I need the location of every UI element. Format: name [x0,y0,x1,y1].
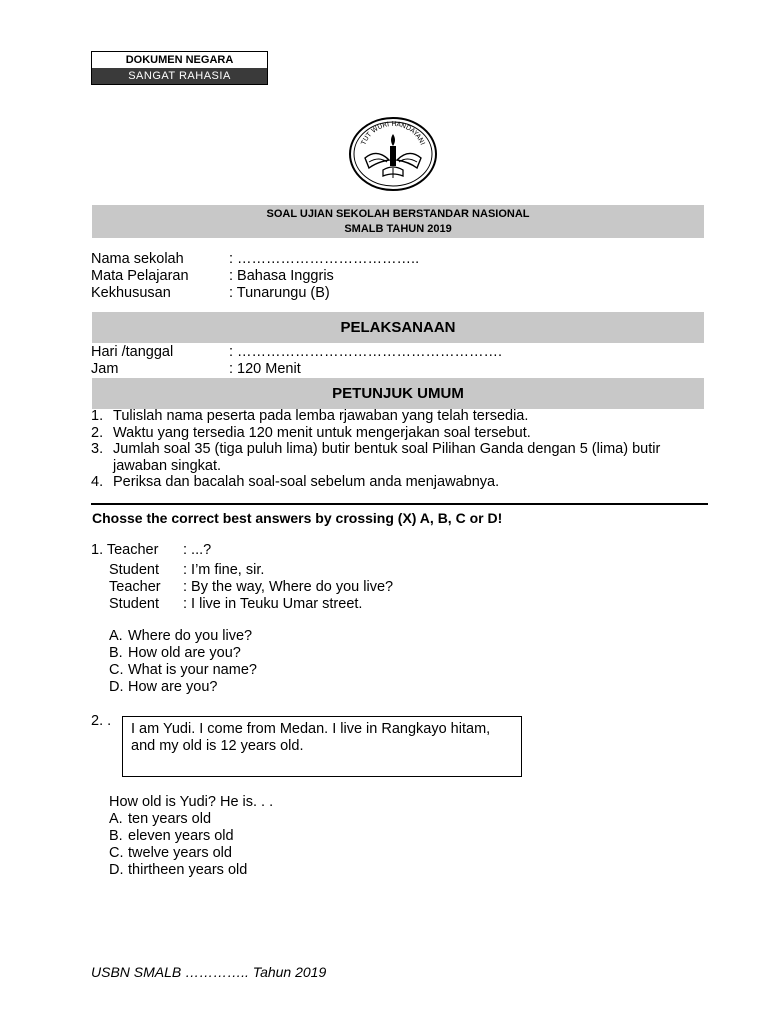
dialogue-text: : I’m fine, sir. [183,562,265,578]
instruction-text: Chosse the correct best answers by crossing (X) A, B, C or D! [92,510,503,526]
answer-option[interactable] [109,628,257,645]
option-text: How old are you? [128,645,241,661]
list-item [91,474,707,491]
subject-label: Mata Pelajaran [91,268,189,284]
list-item-text: Periksa dan bacalah soal-soal sebelum anda menjawabnya. [113,474,500,490]
classification-box [91,51,268,85]
dialogue-line [109,562,393,579]
option-letter: D. [109,679,124,695]
answer-option[interactable] [109,662,257,679]
exam-title-band [92,205,704,238]
time-row [91,361,301,378]
answer-option[interactable] [109,679,257,696]
school-name-label: Nama sekolah [91,251,184,267]
answer-option[interactable] [109,645,257,662]
time-value: : 120 Menit [229,361,301,377]
option-letter: D. [109,862,124,878]
dialogue-speaker: Student [109,562,159,578]
option-letter: C. [109,845,124,861]
question-1-number: 1. Teacher [91,542,159,558]
specialty-label: Kekhususan [91,285,171,301]
list-item-number: 4. [91,474,104,490]
section-divider [91,503,708,505]
subject-value: : Bahasa Inggris [229,268,334,284]
specialty-value: : Tunarungu (B) [229,285,330,301]
list-item-number: 3. [91,441,104,457]
option-letter: A. [109,628,123,644]
question-1-first-text: : ...? [183,542,212,558]
school-name-value: : ……………………………….. [229,251,420,267]
list-item [91,425,707,442]
answer-option[interactable] [109,828,247,845]
answer-option[interactable] [109,811,247,828]
tut-wuri-handayani-logo-icon [347,112,439,192]
option-letter: B. [109,645,123,661]
option-text: twelve years old [128,845,232,861]
classification-line-1: DOKUMEN NEGARA [125,54,234,66]
option-letter: B. [109,828,123,844]
question-2-passage-box [122,716,522,777]
question-1-first-line [91,542,211,559]
list-item-text: Waktu yang tersedia 120 menit untuk mengerjakan soal tersebut. [113,424,531,441]
option-letter: A. [109,811,123,827]
list-item [91,441,707,474]
subject-row [91,268,334,285]
question-2-passage: I am Yudi. I come from Medan. I live in Rangkayo hitam, and my old is 12 years old. [131,721,491,754]
list-item-number: 1. [91,408,104,424]
date-label: Hari /tanggal [91,344,174,360]
option-letter: C. [109,662,124,678]
option-text: How are you? [128,679,218,695]
logo-motto: TUT WURI HANDAYANI [359,119,427,147]
dialogue-line [109,579,393,596]
time-label: Jam [91,361,119,377]
option-text: ten years old [128,811,212,827]
dialogue-speaker: Teacher [109,579,161,595]
dialogue-text: : I live in Teuku Umar street. [183,596,363,612]
date-row [91,344,502,361]
answer-option[interactable] [109,845,247,862]
question-1-options [109,628,257,696]
petunjuk-list [91,408,707,491]
dialogue-line [109,596,393,613]
list-item-number: 2. [91,424,104,441]
question-2-prompt: How old is Yudi? He is. . . [109,794,274,810]
classification-line-2: SANGAT RAHASIA [92,68,267,84]
answer-option[interactable] [109,862,247,879]
list-item-text: Tulislah nama peserta pada lemba rjawaban yang telah tersedia. [113,408,529,424]
option-text: eleven years old [128,828,234,844]
list-item [91,408,707,425]
page-footer: USBN SMALB ………….. Tahun 2019 [91,964,327,980]
dialogue-text: : By the way, Where do you live? [183,579,394,595]
specialty-row [91,285,330,302]
question-2-options [109,811,247,879]
school-name-row [91,251,419,268]
question-2-number: 2. . [91,713,112,729]
option-text: Where do you live? [128,628,253,644]
dialogue-speaker: Student [109,596,159,612]
petunjuk-heading: PETUNJUK UMUM [92,378,704,409]
exam-title-line-2: SMALB TAHUN 2019 [344,223,452,235]
question-1-dialogue [109,562,393,613]
exam-title-line-1: SOAL UJIAN SEKOLAH BERSTANDAR NASIONAL [266,208,530,220]
date-value: : ………………………………………………. [229,344,503,360]
pelaksanaan-heading: PELAKSANAAN [92,312,704,343]
option-text: thirtheen years old [128,862,248,878]
list-item-text: Jumlah soal 35 (tiga puluh lima) butir bentuk soal Pilihan Ganda dengan 5 (lima) butir jawaban singkat. [113,441,661,474]
option-text: What is your name? [128,662,257,678]
